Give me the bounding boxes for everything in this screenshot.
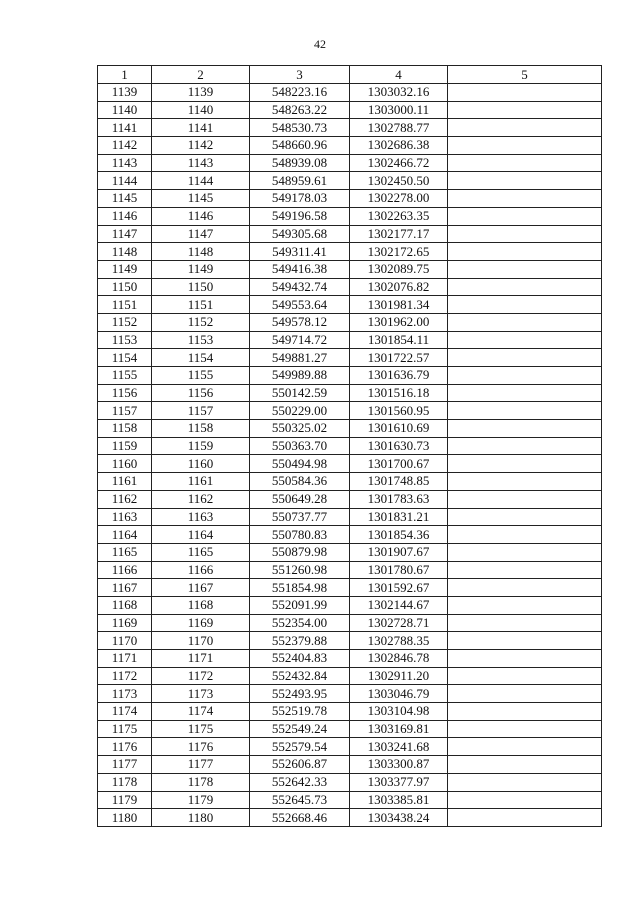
point-id-cell: 1166 [152,561,250,579]
point-id-cell: 1175 [152,720,250,738]
x-coordinate-cell: 548263.22 [250,101,350,119]
point-id-cell: 1151 [152,296,250,314]
point-number-cell: 1158 [98,420,152,438]
point-number-cell: 1152 [98,313,152,331]
point-number-cell: 1177 [98,756,152,774]
table-row [98,791,602,809]
point-id-cell: 1154 [152,349,250,367]
x-coordinate-cell: 548959.61 [250,172,350,190]
x-coordinate-cell: 550229.00 [250,402,350,420]
x-coordinate-cell: 552642.33 [250,773,350,791]
x-coordinate-cell: 548660.96 [250,137,350,155]
notes-cell [448,367,602,385]
y-coordinate-cell: 1301831.21 [350,508,448,526]
y-coordinate-cell: 1303385.81 [350,791,448,809]
notes-cell [448,614,602,632]
point-id-cell: 1170 [152,632,250,650]
notes-cell [448,172,602,190]
point-number-cell: 1180 [98,809,152,827]
point-id-cell: 1142 [152,137,250,155]
table-row [98,614,602,632]
y-coordinate-cell: 1301854.36 [350,526,448,544]
table-row [98,402,602,420]
page-number: 42 [314,37,326,51]
table-row [98,579,602,597]
column-header-1: 1 [98,66,152,84]
y-coordinate-cell: 1301854.11 [350,331,448,349]
table-row [98,650,602,668]
y-coordinate-cell: 1301560.95 [350,402,448,420]
point-id-cell: 1167 [152,579,250,597]
point-id-cell: 1141 [152,119,250,137]
point-id-cell: 1159 [152,437,250,455]
notes-cell [448,207,602,225]
x-coordinate-cell: 552379.88 [250,632,350,650]
y-coordinate-cell: 1302076.82 [350,278,448,296]
point-id-cell: 1143 [152,154,250,172]
point-number-cell: 1164 [98,526,152,544]
point-number-cell: 1140 [98,101,152,119]
notes-cell [448,260,602,278]
point-number-cell: 1172 [98,667,152,685]
x-coordinate-cell: 549432.74 [250,278,350,296]
x-coordinate-cell: 552668.46 [250,809,350,827]
x-coordinate-cell: 550494.98 [250,455,350,473]
point-id-cell: 1157 [152,402,250,420]
y-coordinate-cell: 1302911.20 [350,667,448,685]
point-number-cell: 1165 [98,543,152,561]
x-coordinate-cell: 552579.54 [250,738,350,756]
notes-cell [448,455,602,473]
point-id-cell: 1145 [152,190,250,208]
x-coordinate-cell: 552606.87 [250,756,350,774]
point-id-cell: 1139 [152,84,250,102]
x-coordinate-cell: 548223.16 [250,84,350,102]
notes-cell [448,402,602,420]
y-coordinate-cell: 1302263.35 [350,207,448,225]
table-row [98,207,602,225]
x-coordinate-cell: 550737.77 [250,508,350,526]
y-coordinate-cell: 1302144.67 [350,596,448,614]
point-number-cell: 1148 [98,243,152,261]
notes-cell [448,101,602,119]
y-coordinate-cell: 1303241.68 [350,738,448,756]
x-coordinate-cell: 549553.64 [250,296,350,314]
table-row [98,420,602,438]
notes-cell [448,543,602,561]
notes-cell [448,561,602,579]
y-coordinate-cell: 1303438.24 [350,809,448,827]
point-number-cell: 1155 [98,367,152,385]
table-row [98,720,602,738]
y-coordinate-cell: 1301783.63 [350,490,448,508]
point-id-cell: 1152 [152,313,250,331]
point-id-cell: 1176 [152,738,250,756]
point-id-cell: 1178 [152,773,250,791]
column-header-2: 2 [152,66,250,84]
table-row [98,331,602,349]
notes-cell [448,331,602,349]
table-row [98,313,602,331]
notes-cell [448,278,602,296]
x-coordinate-cell: 551854.98 [250,579,350,597]
y-coordinate-cell: 1303300.87 [350,756,448,774]
point-id-cell: 1174 [152,703,250,721]
x-coordinate-cell: 552493.95 [250,685,350,703]
table-row [98,667,602,685]
x-coordinate-cell: 548939.08 [250,154,350,172]
y-coordinate-cell: 1302089.75 [350,260,448,278]
point-number-cell: 1178 [98,773,152,791]
notes-cell [448,313,602,331]
x-coordinate-cell: 549311.41 [250,243,350,261]
notes-cell [448,650,602,668]
point-id-cell: 1172 [152,667,250,685]
y-coordinate-cell: 1302686.38 [350,137,448,155]
point-number-cell: 1157 [98,402,152,420]
y-coordinate-cell: 1303377.97 [350,773,448,791]
column-header-3: 3 [250,66,350,84]
notes-cell [448,685,602,703]
notes-cell [448,791,602,809]
notes-cell [448,349,602,367]
table-row [98,561,602,579]
point-number-cell: 1161 [98,473,152,491]
point-id-cell: 1169 [152,614,250,632]
y-coordinate-cell: 1303000.11 [350,101,448,119]
y-coordinate-cell: 1302450.50 [350,172,448,190]
table-row [98,101,602,119]
x-coordinate-cell: 550363.70 [250,437,350,455]
notes-cell [448,84,602,102]
point-id-cell: 1173 [152,685,250,703]
y-coordinate-cell: 1302788.35 [350,632,448,650]
table-row [98,225,602,243]
table-row [98,508,602,526]
column-header-5: 5 [448,66,602,84]
table-row [98,119,602,137]
x-coordinate-cell: 552645.73 [250,791,350,809]
point-number-cell: 1173 [98,685,152,703]
point-number-cell: 1156 [98,384,152,402]
notes-cell [448,384,602,402]
point-number-cell: 1144 [98,172,152,190]
table-header [98,66,602,84]
table-row [98,137,602,155]
point-id-cell: 1146 [152,207,250,225]
y-coordinate-cell: 1302728.71 [350,614,448,632]
point-number-cell: 1168 [98,596,152,614]
x-coordinate-cell: 552091.99 [250,596,350,614]
notes-cell [448,243,602,261]
column-header-4: 4 [350,66,448,84]
y-coordinate-cell: 1302177.17 [350,225,448,243]
point-id-cell: 1155 [152,367,250,385]
y-coordinate-cell: 1302788.77 [350,119,448,137]
point-number-cell: 1167 [98,579,152,597]
y-coordinate-cell: 1302846.78 [350,650,448,668]
point-number-cell: 1160 [98,455,152,473]
table-row [98,296,602,314]
notes-cell [448,773,602,791]
notes-cell [448,809,602,827]
point-id-cell: 1153 [152,331,250,349]
point-id-cell: 1179 [152,791,250,809]
notes-cell [448,420,602,438]
point-number-cell: 1151 [98,296,152,314]
point-id-cell: 1164 [152,526,250,544]
table-row [98,437,602,455]
table-row [98,543,602,561]
point-number-cell: 1150 [98,278,152,296]
x-coordinate-cell: 548530.73 [250,119,350,137]
table-row [98,260,602,278]
point-number-cell: 1171 [98,650,152,668]
notes-cell [448,508,602,526]
coordinates-table [97,65,602,827]
notes-cell [448,137,602,155]
y-coordinate-cell: 1301748.85 [350,473,448,491]
y-coordinate-cell: 1301630.73 [350,437,448,455]
y-coordinate-cell: 1301592.67 [350,579,448,597]
x-coordinate-cell: 552549.24 [250,720,350,738]
x-coordinate-cell: 550142.59 [250,384,350,402]
table-row [98,773,602,791]
x-coordinate-cell: 549881.27 [250,349,350,367]
point-id-cell: 1140 [152,101,250,119]
table-row [98,349,602,367]
point-number-cell: 1153 [98,331,152,349]
table-row [98,473,602,491]
y-coordinate-cell: 1301516.18 [350,384,448,402]
y-coordinate-cell: 1301636.79 [350,367,448,385]
notes-cell [448,738,602,756]
x-coordinate-cell: 552354.00 [250,614,350,632]
table-row [98,596,602,614]
y-coordinate-cell: 1301610.69 [350,420,448,438]
point-id-cell: 1158 [152,420,250,438]
point-id-cell: 1168 [152,596,250,614]
point-id-cell: 1148 [152,243,250,261]
notes-cell [448,579,602,597]
point-number-cell: 1139 [98,84,152,102]
point-number-cell: 1143 [98,154,152,172]
x-coordinate-cell: 549305.68 [250,225,350,243]
point-id-cell: 1144 [152,172,250,190]
y-coordinate-cell: 1301962.00 [350,313,448,331]
x-coordinate-cell: 550584.36 [250,473,350,491]
table-row [98,809,602,827]
table-row [98,526,602,544]
x-coordinate-cell: 549989.88 [250,367,350,385]
y-coordinate-cell: 1301780.67 [350,561,448,579]
notes-cell [448,703,602,721]
y-coordinate-cell: 1301700.67 [350,455,448,473]
notes-cell [448,119,602,137]
y-coordinate-cell: 1303046.79 [350,685,448,703]
notes-cell [448,756,602,774]
point-id-cell: 1162 [152,490,250,508]
point-number-cell: 1166 [98,561,152,579]
point-id-cell: 1163 [152,508,250,526]
notes-cell [448,490,602,508]
x-coordinate-cell: 552432.84 [250,667,350,685]
point-id-cell: 1160 [152,455,250,473]
table-row [98,243,602,261]
y-coordinate-cell: 1301722.57 [350,349,448,367]
point-number-cell: 1145 [98,190,152,208]
x-coordinate-cell: 551260.98 [250,561,350,579]
point-id-cell: 1180 [152,809,250,827]
table-row [98,190,602,208]
point-id-cell: 1150 [152,278,250,296]
point-number-cell: 1169 [98,614,152,632]
x-coordinate-cell: 552519.78 [250,703,350,721]
notes-cell [448,667,602,685]
y-coordinate-cell: 1303032.16 [350,84,448,102]
point-id-cell: 1156 [152,384,250,402]
notes-cell [448,632,602,650]
x-coordinate-cell: 550780.83 [250,526,350,544]
point-number-cell: 1174 [98,703,152,721]
point-id-cell: 1165 [152,543,250,561]
table-row [98,632,602,650]
point-id-cell: 1147 [152,225,250,243]
point-id-cell: 1171 [152,650,250,668]
notes-cell [448,154,602,172]
header-row [98,66,602,84]
y-coordinate-cell: 1302278.00 [350,190,448,208]
point-number-cell: 1175 [98,720,152,738]
x-coordinate-cell: 552404.83 [250,650,350,668]
y-coordinate-cell: 1302172.65 [350,243,448,261]
y-coordinate-cell: 1303104.98 [350,703,448,721]
point-id-cell: 1177 [152,756,250,774]
table-row [98,154,602,172]
x-coordinate-cell: 549196.58 [250,207,350,225]
point-number-cell: 1149 [98,260,152,278]
point-number-cell: 1163 [98,508,152,526]
point-number-cell: 1146 [98,207,152,225]
table-row [98,703,602,721]
point-id-cell: 1161 [152,473,250,491]
notes-cell [448,437,602,455]
x-coordinate-cell: 550649.28 [250,490,350,508]
point-number-cell: 1154 [98,349,152,367]
point-number-cell: 1147 [98,225,152,243]
table-row [98,455,602,473]
notes-cell [448,296,602,314]
table-row [98,278,602,296]
notes-cell [448,720,602,738]
table-row [98,84,602,102]
point-number-cell: 1142 [98,137,152,155]
table-row [98,738,602,756]
notes-cell [448,596,602,614]
point-number-cell: 1179 [98,791,152,809]
table-row [98,367,602,385]
table-row [98,172,602,190]
point-number-cell: 1159 [98,437,152,455]
table-row [98,384,602,402]
table-row [98,685,602,703]
table-body [98,84,602,827]
x-coordinate-cell: 549178.03 [250,190,350,208]
x-coordinate-cell: 549714.72 [250,331,350,349]
notes-cell [448,190,602,208]
notes-cell [448,225,602,243]
x-coordinate-cell: 550325.02 [250,420,350,438]
y-coordinate-cell: 1302466.72 [350,154,448,172]
point-number-cell: 1162 [98,490,152,508]
notes-cell [448,526,602,544]
x-coordinate-cell: 549416.38 [250,260,350,278]
table-row [98,756,602,774]
y-coordinate-cell: 1303169.81 [350,720,448,738]
y-coordinate-cell: 1301981.34 [350,296,448,314]
point-number-cell: 1170 [98,632,152,650]
x-coordinate-cell: 550879.98 [250,543,350,561]
notes-cell [448,473,602,491]
point-number-cell: 1141 [98,119,152,137]
y-coordinate-cell: 1301907.67 [350,543,448,561]
point-id-cell: 1149 [152,260,250,278]
table-row [98,490,602,508]
point-number-cell: 1176 [98,738,152,756]
x-coordinate-cell: 549578.12 [250,313,350,331]
